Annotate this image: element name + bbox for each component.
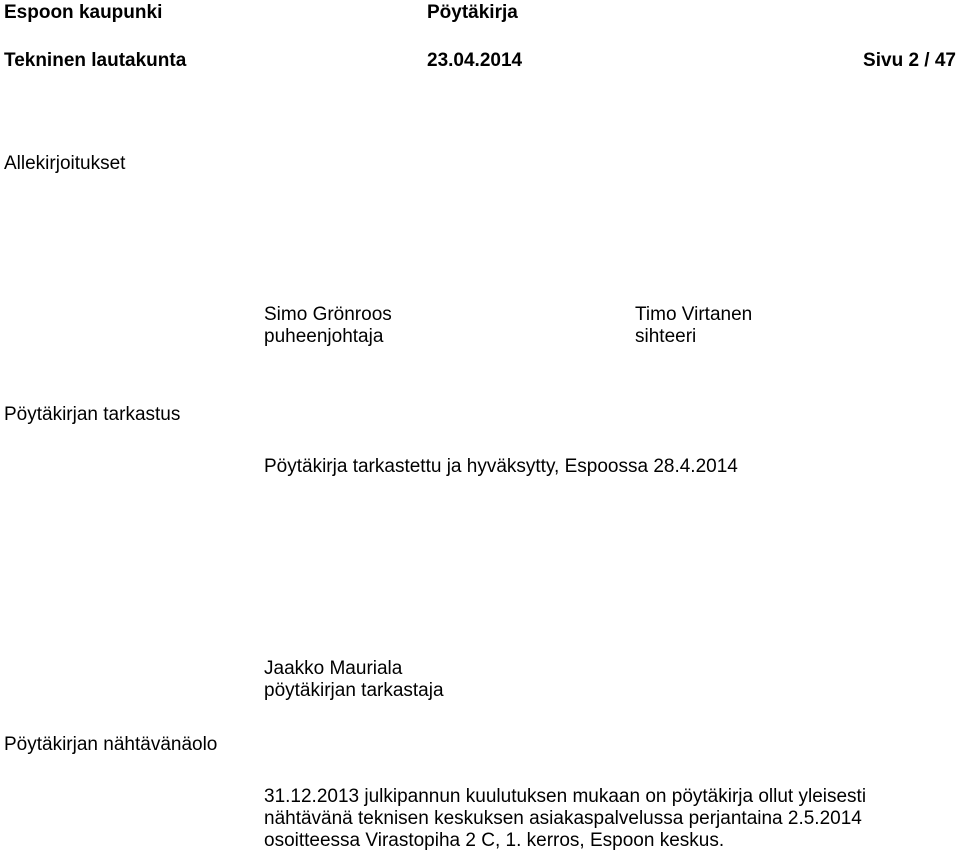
secretary-signature: [635, 304, 752, 348]
reviewer-role: pöytäkirjan tarkastaja: [264, 680, 444, 701]
meeting-date: 23.04.2014: [427, 50, 523, 71]
display-heading: Pöytäkirjan nähtävänäolo: [4, 734, 218, 755]
reviewer-signature: [264, 658, 444, 702]
display-line: osoitteessa Virastopiha 2 C, 1. kerros, Espoon keskus.: [264, 830, 725, 851]
chair-signature: [264, 304, 392, 348]
display-paragraph: [264, 786, 866, 852]
display-line: 31.12.2013 julkipannun kuulutuksen mukaan on pöytäkirja ollut yleisesti: [264, 786, 867, 807]
secretary-name: Timo Virtanen: [635, 304, 753, 325]
display-line: nähtävänä teknisen keskuksen asiakaspalvelussa perjantaina 2.5.2014: [264, 808, 862, 829]
chair-name: Simo Grönroos: [264, 304, 392, 325]
document-type: Pöytäkirja: [427, 2, 518, 23]
secretary-role: sihteeri: [635, 326, 697, 347]
review-heading: Pöytäkirjan tarkastus: [4, 404, 181, 425]
organization-name: Espoon kaupunki: [4, 2, 163, 23]
reviewer-name: Jaakko Mauriala: [264, 658, 403, 679]
review-statement: Pöytäkirja tarkastettu ja hyväksytty, Espoossa 28.4.2014: [264, 456, 738, 477]
page-number: Sivu 2 / 47: [863, 50, 956, 71]
chair-role: puheenjohtaja: [264, 326, 384, 347]
committee-name: Tekninen lautakunta: [4, 50, 187, 71]
signatures-heading: Allekirjoitukset: [4, 153, 126, 174]
